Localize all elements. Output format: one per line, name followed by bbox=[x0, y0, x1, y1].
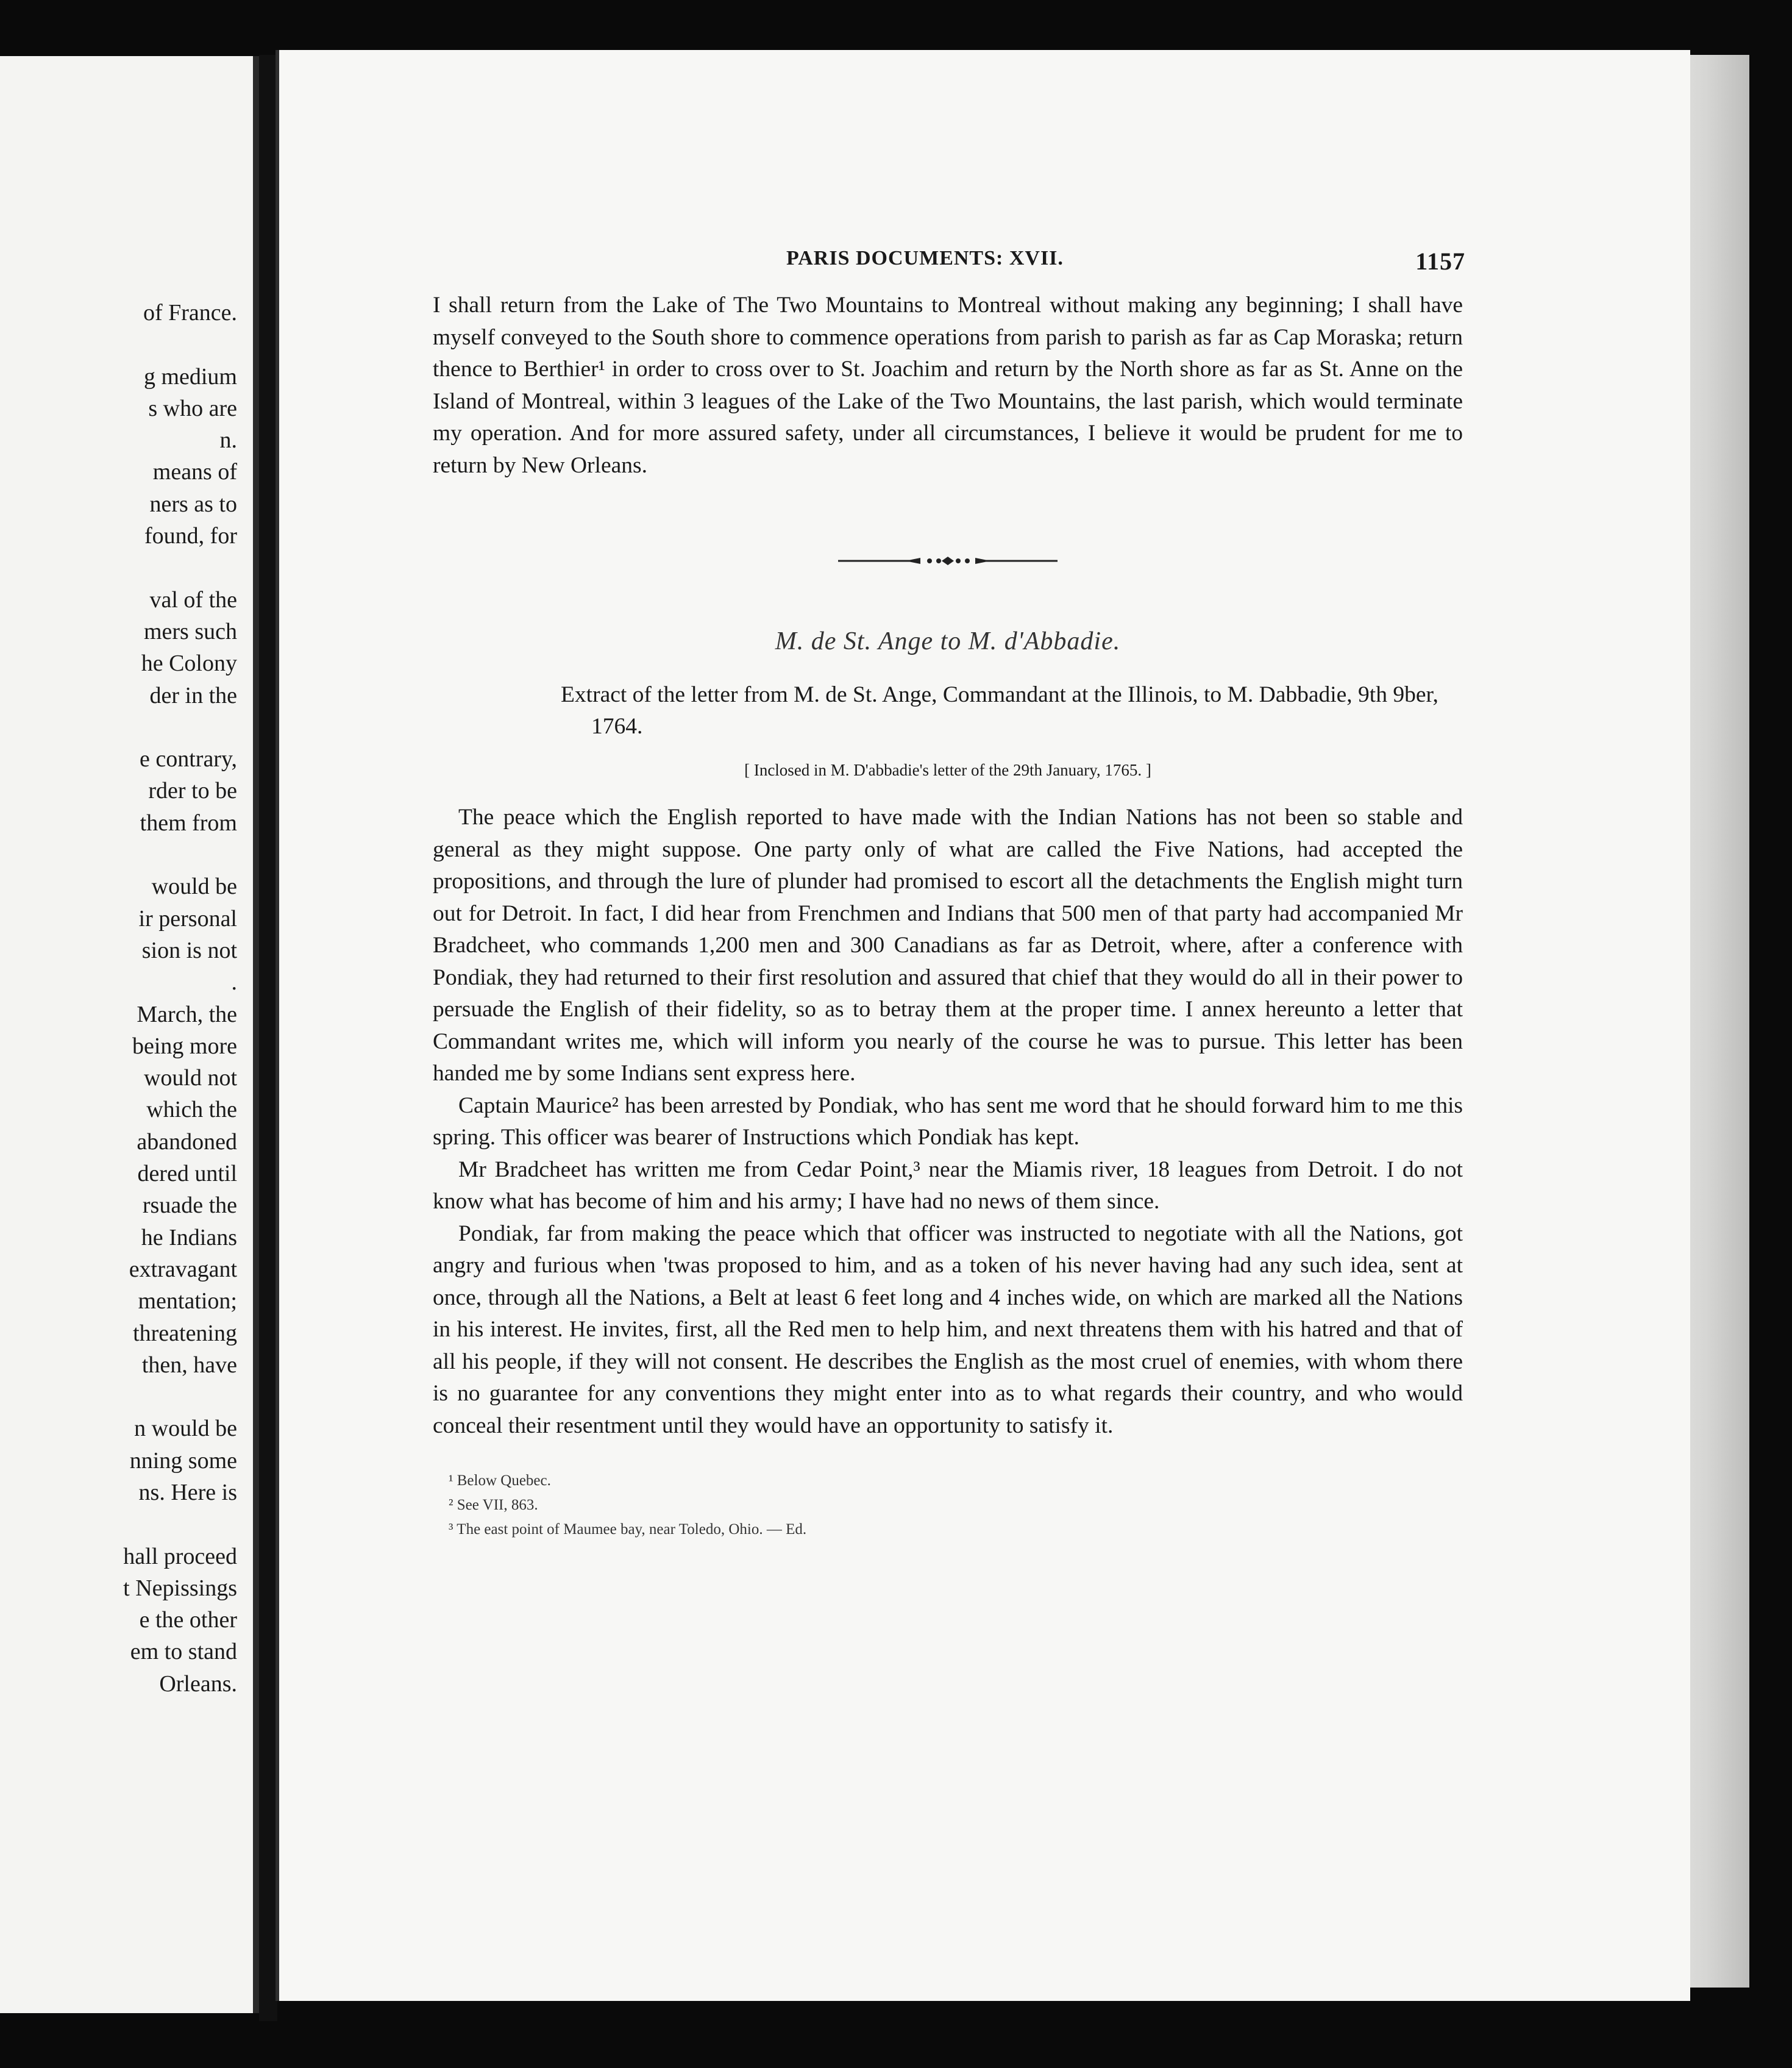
left-page-line: g medium bbox=[143, 363, 237, 390]
letter-body bbox=[433, 802, 1463, 1442]
left-page-line bbox=[0, 552, 237, 583]
left-page-line: t Nepissings bbox=[123, 1575, 237, 1601]
left-page-line: e the other bbox=[139, 1607, 237, 1633]
left-page-line: of France. bbox=[143, 300, 237, 326]
left-page-line: would be bbox=[151, 874, 237, 900]
left-page-line: he Indians bbox=[141, 1224, 237, 1250]
page-number: 1157 bbox=[1415, 248, 1465, 275]
left-page-line: s who are bbox=[148, 395, 237, 421]
extract-title bbox=[433, 679, 1463, 743]
footnote: ² See VII, 863. bbox=[449, 1497, 538, 1513]
left-page-line bbox=[0, 1381, 237, 1413]
left-page-line: rsuade the bbox=[142, 1193, 237, 1219]
letter-paragraph: The peace which the English reported to have made with the Indian Nations has not been so stable and general as they might suppose. One party only of what are called the Five Nations, had accepted the propositions, and through the lure of plunder had promised to escort all the detachments the English might turn out for Detroit. In fact, I did hear from Frenchmen and Indians that 500 men of that party had accompanied Mr Bradcheet, who commands 1,200 men and 300 Canadians as far as Detroit, where, after a conference with Pondiak, they had returned to their first resolution and assured that chief that they would do all in their power to persuade the English of their fidelity, so as to betray them at the proper time. I annex hereunto a letter that Commandant writes me, which will inform you nearly of the course he was to pursue. This letter has been handed me by some Indians sent express here. bbox=[433, 805, 1463, 1086]
left-page-line: sion is not bbox=[141, 937, 237, 963]
left-page-line: hall proceed bbox=[123, 1543, 237, 1569]
left-page-line: threatening bbox=[133, 1320, 237, 1346]
left-page-line: em to stand bbox=[130, 1639, 237, 1665]
left-page-line: e contrary, bbox=[140, 746, 237, 772]
left-page-line: rder to be bbox=[148, 778, 237, 804]
section-title: M. de St. Ange to M. d'Abbadie. bbox=[775, 627, 1121, 655]
letter-paragraph: Mr Bradcheet has written me from Cedar Point,³ near the Miamis river, 18 leagues from Detroit. I do not know what has become of him and his army; I have had no news of them since. bbox=[433, 1157, 1463, 1214]
left-page-line: means of bbox=[152, 459, 237, 485]
running-head: PARIS DOCUMENTS: XVII. bbox=[786, 247, 1064, 269]
left-page-line: ners as to bbox=[149, 491, 237, 517]
footnotes bbox=[433, 1469, 1463, 1542]
left-page-line: der in the bbox=[149, 682, 237, 708]
left-page-text bbox=[0, 297, 237, 1700]
section-divider-ornament bbox=[838, 549, 1058, 573]
left-page-line: dered until bbox=[137, 1161, 237, 1187]
left-page-line: would not bbox=[143, 1065, 237, 1091]
left-page-line bbox=[0, 1508, 237, 1540]
left-page-line: ir personal bbox=[138, 905, 237, 932]
letter-paragraph: Pondiak, far from making the peace which that officer was instructed to negotiate with all the Nations, got angry and furious when 'twas proposed to him, and as a token of his never having had any such idea, sent at once, through all the Nations, a Belt at least 6 feet long and 4 inches wide, on which are marked all the Nations in his interest. He invites, first, all the Red men to help him, and next threatens them with his hatred and that of all his people, if they will not consent. He describes the English as the most cruel of enemies, with whom there is no guarantee for any conventions they might enter into as to what regards their country, and who would conceal their resentment until they would have an opportunity to satisfy it. bbox=[433, 1221, 1463, 1438]
enclosure-note: [ Inclosed in M. D'abbadie's letter of the 29th January, 1765. ] bbox=[744, 761, 1151, 779]
left-page-line: . bbox=[231, 969, 237, 996]
left-page-line bbox=[0, 839, 237, 871]
left-page-line: March, the bbox=[137, 1001, 237, 1027]
page-header bbox=[433, 247, 1463, 290]
footnote: ¹ Below Quebec. bbox=[449, 1472, 551, 1489]
left-page-line: found, for bbox=[144, 523, 237, 549]
left-page-line: n would be bbox=[134, 1416, 237, 1442]
left-page-line: abandoned bbox=[137, 1128, 237, 1155]
left-page-line: being more bbox=[132, 1033, 237, 1059]
left-page-line: val of the bbox=[149, 587, 237, 613]
footnote: ³ The east point of Maumee bay, near Toledo, Ohio. — Ed. bbox=[449, 1521, 807, 1538]
page-content bbox=[433, 247, 1463, 1542]
left-page-line: mers such bbox=[143, 618, 237, 644]
left-page-line: extravagant bbox=[129, 1256, 237, 1282]
left-page-line bbox=[0, 329, 237, 360]
left-page-line: mentation; bbox=[138, 1288, 237, 1314]
opening-paragraph: I shall return from the Lake of The Two Mountains to Montreal without making any beginning; I shall have myself conveyed to the South shore to commence operations from parish to parish as far as Cap Moraska; return thence to Berthier¹ in order to cross over to St. Joachim and return by the North shore as far as St. Anne on the Island of Montreal, within 3 leagues of the Lake of the Two Mountains, the last parish, which would terminate my operation. And for more assured safety, under all circumstances, I believe it would be prudent for me to return by New Orleans. bbox=[433, 293, 1463, 478]
left-page-line: them from bbox=[140, 810, 237, 836]
left-page-line: Orleans. bbox=[159, 1670, 237, 1697]
left-page-line: nning some bbox=[129, 1447, 237, 1474]
letter-paragraph: Captain Maurice² has been arrested by Pondiak, who has sent me word that he should forward him to me this spring. This officer was bearer of Instructions which Pondiak has kept. bbox=[433, 1093, 1463, 1150]
left-facing-page bbox=[0, 56, 259, 2013]
left-page-line: n. bbox=[219, 427, 237, 454]
extract-title-text: Extract of the letter from M. de St. Ange, Commandant at the Illinois, to M. Dabbadie, 9th 9ber, 1764. bbox=[561, 682, 1438, 739]
left-page-line: which the bbox=[146, 1097, 237, 1123]
left-page-line: then, have bbox=[141, 1352, 237, 1378]
left-page-line: ns. Here is bbox=[138, 1479, 237, 1505]
left-page-line: he Colony bbox=[141, 651, 237, 677]
book-gutter bbox=[259, 55, 277, 2021]
left-page-line bbox=[0, 711, 237, 743]
